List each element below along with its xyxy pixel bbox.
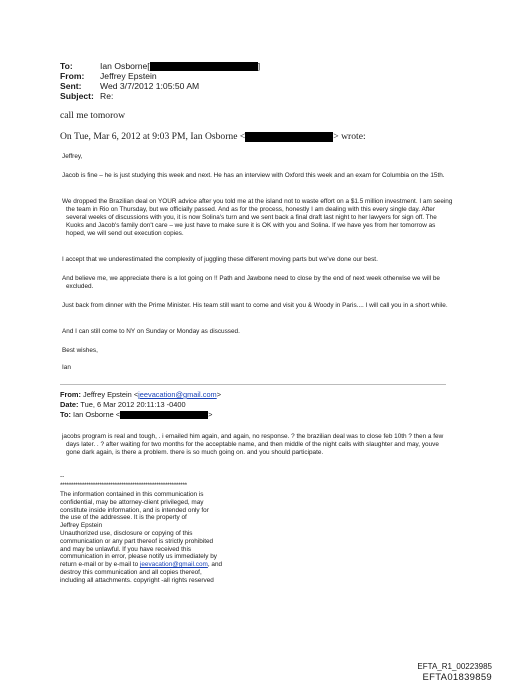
footer-line: communication in error, please notify us immediately by xyxy=(60,553,217,561)
subject-value: Re: xyxy=(100,91,114,101)
forwarded-from-row xyxy=(60,390,221,400)
message-paragraph: Jacob is fine – he is just studying this week and next. He has an interview with Oxford this week and an exam for Columbia on the 15th. xyxy=(62,172,445,179)
forwarded-body: jacobs program is real and tough, . i emailed him again, and again, no response. ? the brazilian deal was to close feb 10th ? then a few days later. . ? after waiting for two months for the acceptable name, and then middle of the night calls with slaughter and may, youve gone dark again, is there a problem. there is so much going on. and you should participate. xyxy=(62,433,444,457)
footer-line: confidential, may be attorney-client privileged, may xyxy=(60,498,204,506)
from-label: From: xyxy=(60,71,85,81)
separator-line xyxy=(60,384,446,385)
header-from-row xyxy=(60,71,157,82)
footer-line: the use of the addressee. It is the property of xyxy=(60,514,187,522)
footer-dash: -- xyxy=(60,473,65,480)
footer-line: communication or any part thereof is strictly prohibited xyxy=(60,537,214,545)
subject-label: Subject: xyxy=(60,91,94,101)
footer-line: constitute inside information, and is intended only for xyxy=(60,506,209,514)
header-to-row xyxy=(60,61,260,72)
message-signature: Ian xyxy=(62,364,71,371)
quote-intro xyxy=(60,131,366,142)
sent-value: Wed 3/7/2012 1:05:50 AM xyxy=(100,81,200,91)
footer-stars: ********************************************************** xyxy=(60,482,187,489)
quote-intro-before: On Tue, Mar 6, 2012 at 9:03 PM, Ian Osborne < xyxy=(60,131,246,142)
redaction-box xyxy=(245,132,333,142)
forwarded-to-label: To: xyxy=(60,410,71,419)
footer-line: The information contained in this communication is xyxy=(60,491,204,498)
forwarded-date-label: Date: xyxy=(60,400,79,409)
footer-line: including all attachments. copyright -all rights reserved xyxy=(60,576,214,584)
forwarded-from-name: Jeffrey Epstein < xyxy=(83,390,139,399)
header-sent-row xyxy=(60,81,199,92)
forwarded-to-close: > xyxy=(208,410,213,419)
forwarded-date-row xyxy=(60,400,186,410)
footer-email-before: return e-mail or by e-mail to xyxy=(60,561,140,569)
footer-email-line xyxy=(60,561,280,569)
header-subject-row xyxy=(60,91,113,102)
forwarded-date-value: Tue, 6 Mar 2012 20:11:13 -0400 xyxy=(80,400,186,409)
footer-disclaimer xyxy=(60,491,280,585)
to-label: To: xyxy=(60,61,73,71)
quote-intro-after: > wrote: xyxy=(333,131,366,142)
footer-email-after: , and xyxy=(207,561,223,569)
forwarded-to-row xyxy=(60,410,212,420)
reply-body: call me tomorow xyxy=(60,110,126,121)
forwarded-from-label: From: xyxy=(60,390,81,399)
footer-line: destroy this communication and all copies thereof, xyxy=(60,568,202,576)
footer-line: Jeffrey Epstein xyxy=(60,522,103,530)
redaction-box xyxy=(120,411,208,419)
bates-number-2: EFTA01839859 xyxy=(422,672,492,683)
to-close: ] xyxy=(257,61,261,71)
footer-email-link[interactable]: jeevacation@gmail.com xyxy=(139,561,208,569)
message-greeting: Jeffrey, xyxy=(62,153,83,160)
redaction-box xyxy=(150,61,261,71)
message-paragraph: Just back from dinner with the Prime Minister. His team still want to come and visit you & Woody in Paris.... I will call you in a short while. xyxy=(62,302,448,309)
from-value: Jeffrey Epstein xyxy=(100,71,157,81)
message-paragraph: I accept that we underestimated the complexity of juggling these different moving parts but we've done our best. xyxy=(62,256,378,263)
message-paragraph: We dropped the Brazilian deal on YOUR advice after you told me at the island not to waste effort on a $1.5 million investment. I am seeing the team in Rio on Thursday, but we officially passed. And as for the process, honestly I am dealing with this every single day. After several weeks of discussions with you, it is now Solina's turn and we sent back a final draft last night to her lawyers for sign off. The Kuoks and Jacob's family don't care – we just have to make sure it is OK with you and Solina. If we have yes from her tomorrow as hoped, we will send out execution copies. xyxy=(62,198,453,238)
sent-label: Sent: xyxy=(60,81,82,91)
message-closing: Best wishes, xyxy=(62,347,98,354)
footer-line: Unauthorized use, disclosure or copying of this xyxy=(60,529,193,537)
forwarded-to-value: Ian Osborne < xyxy=(73,410,121,419)
forwarded-from-email-link[interactable]: jeevacation@gmail.com xyxy=(138,390,217,399)
footer-line: and may be unlawful. If you have received this xyxy=(60,545,192,553)
message-paragraph: And I can still come to NY on Sunday or Monday as discussed. xyxy=(62,328,240,335)
bates-number-1: EFTA_R1_00223985 xyxy=(417,662,492,671)
forwarded-from-close: > xyxy=(216,390,222,399)
to-value: Ian Osborne[ xyxy=(100,61,150,71)
message-paragraph: And believe me, we appreciate there is a lot going on !! Path and Jawbone need to close by the end of next week otherwise we will be excluded. xyxy=(62,275,440,291)
